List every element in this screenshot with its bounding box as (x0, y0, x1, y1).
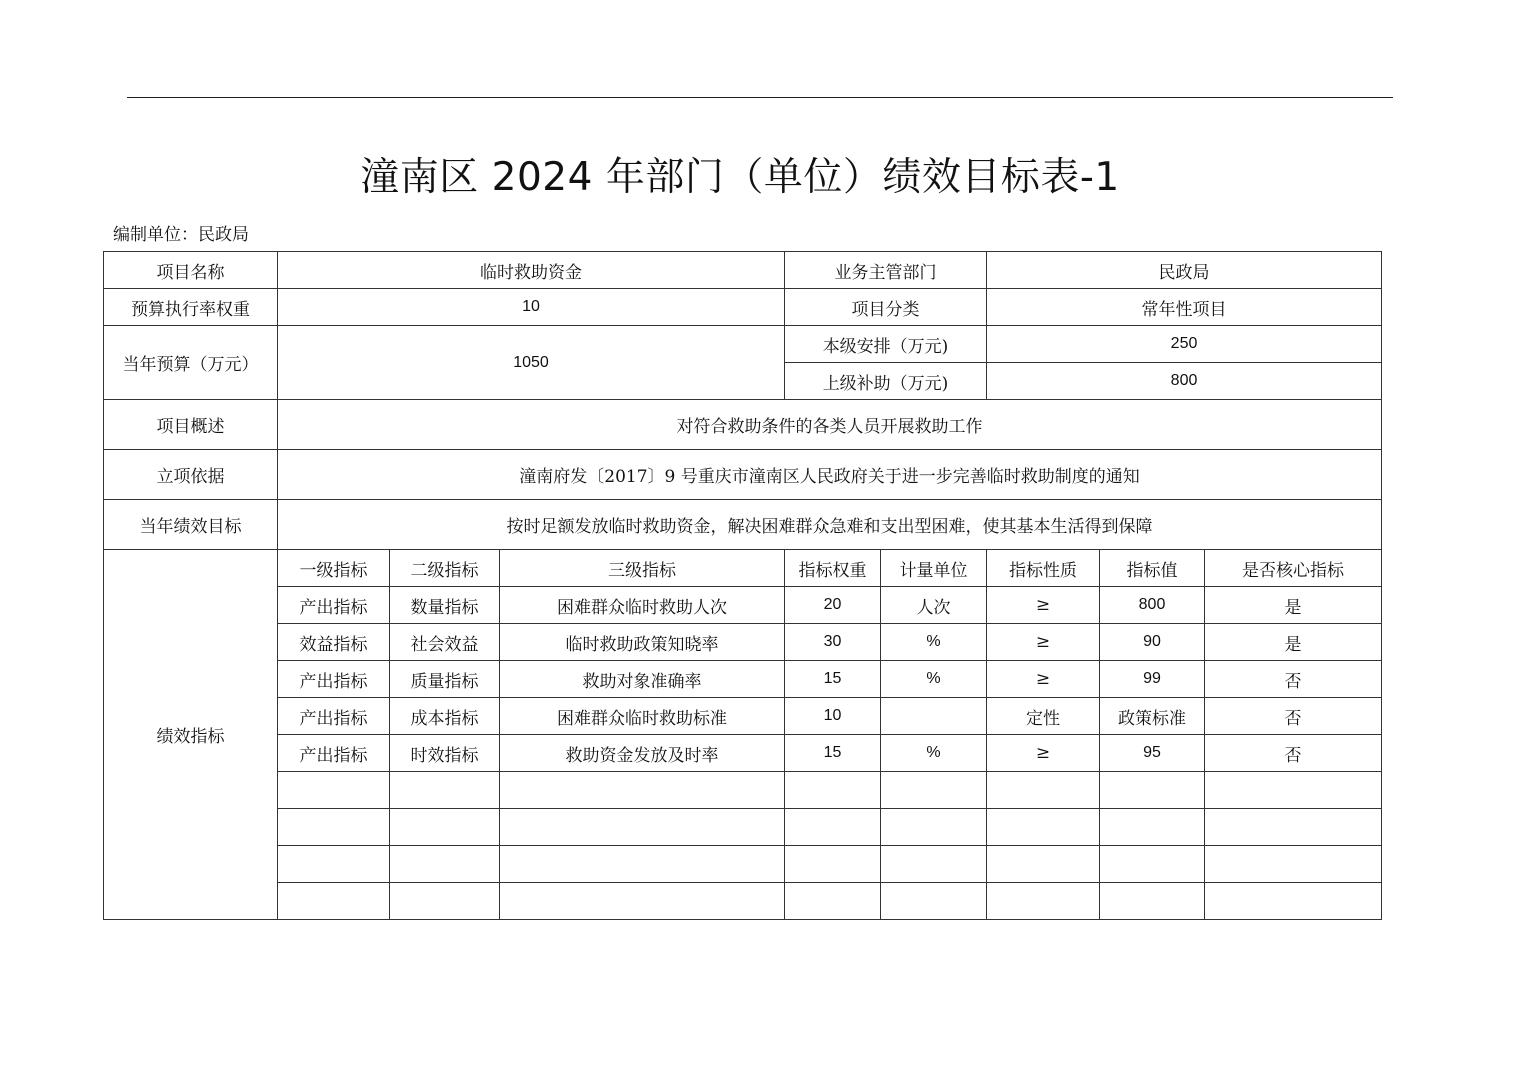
header-level2: 二级指标 (390, 550, 500, 587)
level3-cell: 临时救助政策知晓率 (500, 624, 785, 661)
empty-cell (390, 883, 500, 920)
empty-cell (1100, 846, 1205, 883)
empty-cell (881, 883, 987, 920)
empty-cell (278, 809, 390, 846)
empty-cell (1100, 772, 1205, 809)
level1-cell: 产出指标 (278, 698, 390, 735)
empty-cell (785, 883, 881, 920)
local-budget-label: 本级安排（万元) (785, 326, 987, 363)
level1-cell: 产出指标 (278, 661, 390, 698)
value-cell: 99 (1100, 661, 1205, 698)
rate-weight-value: 10 (278, 289, 785, 326)
empty-cell (1205, 809, 1382, 846)
unit-cell: % (881, 624, 987, 661)
category-value: 常年性项目 (987, 289, 1382, 326)
empty-cell (1100, 809, 1205, 846)
project-name: 临时救助资金 (278, 252, 785, 289)
weight-cell: 20 (785, 587, 881, 624)
weight-cell: 15 (785, 735, 881, 772)
empty-indicator-row (104, 809, 1382, 846)
empty-cell (785, 809, 881, 846)
core-cell: 否 (1205, 661, 1382, 698)
empty-cell (278, 772, 390, 809)
performance-target-table (103, 251, 1382, 920)
nature-cell: ≥ (987, 661, 1100, 698)
top-rule (127, 97, 1393, 98)
upper-budget-label: 上级补助（万元) (785, 363, 987, 400)
project-name-label: 项目名称 (104, 252, 278, 289)
header-value: 指标值 (1100, 550, 1205, 587)
empty-cell (500, 883, 785, 920)
weight-cell: 15 (785, 661, 881, 698)
level1-cell: 产出指标 (278, 735, 390, 772)
compiling-unit-value: 民政局 (198, 225, 249, 245)
empty-cell (390, 772, 500, 809)
header-unit: 计量单位 (881, 550, 987, 587)
empty-indicator-row (104, 883, 1382, 920)
row-project-name (104, 252, 1382, 289)
level2-cell: 时效指标 (390, 735, 500, 772)
page-title: 潼南区 2024 年部门（单位）绩效目标表-1 (360, 155, 1120, 200)
indicator-row (104, 587, 1382, 624)
level3-cell: 困难群众临时救助人次 (500, 587, 785, 624)
empty-cell (881, 772, 987, 809)
budget-value: 1050 (278, 326, 785, 400)
header-nature: 指标性质 (987, 550, 1100, 587)
indicator-row (104, 624, 1382, 661)
goal-value: 按时足额发放临时救助资金，解决困难群众急难和支出型困难，使其基本生活得到保障 (278, 500, 1382, 550)
row-budget (104, 326, 1382, 363)
level3-cell: 救助资金发放及时率 (500, 735, 785, 772)
empty-cell (1205, 846, 1382, 883)
value-cell: 政策标准 (1100, 698, 1205, 735)
compiling-unit (113, 220, 249, 245)
row-rate-weight (104, 289, 1382, 326)
indicator-row (104, 735, 1382, 772)
summary-label: 项目概述 (104, 400, 278, 450)
value-cell: 95 (1100, 735, 1205, 772)
nature-cell: ≥ (987, 624, 1100, 661)
empty-cell (785, 846, 881, 883)
unit-cell: % (881, 661, 987, 698)
unit-cell: % (881, 735, 987, 772)
empty-cell (500, 772, 785, 809)
level2-cell: 社会效益 (390, 624, 500, 661)
empty-cell (278, 883, 390, 920)
header-level3: 三级指标 (500, 550, 785, 587)
indicator-row (104, 698, 1382, 735)
level1-cell: 效益指标 (278, 624, 390, 661)
level2-cell: 质量指标 (390, 661, 500, 698)
compiling-unit-label: 编制单位： (113, 225, 198, 245)
row-goal (104, 500, 1382, 550)
empty-cell (500, 809, 785, 846)
level3-cell: 困难群众临时救助标准 (500, 698, 785, 735)
empty-cell (881, 846, 987, 883)
local-budget-value: 250 (987, 326, 1382, 363)
dept-label: 业务主管部门 (785, 252, 987, 289)
basis-value: 潼南府发〔2017〕9 号重庆市潼南区人民政府关于进一步完善临时救助制度的通知 (278, 450, 1382, 500)
empty-cell (785, 772, 881, 809)
indicators-section-label: 绩效指标 (104, 550, 278, 920)
dept-value: 民政局 (987, 252, 1382, 289)
nature-cell: ≥ (987, 735, 1100, 772)
budget-label: 当年预算（万元） (104, 326, 278, 400)
upper-budget-value: 800 (987, 363, 1382, 400)
core-cell: 否 (1205, 698, 1382, 735)
level2-cell: 数量指标 (390, 587, 500, 624)
empty-cell (987, 846, 1100, 883)
empty-cell (500, 846, 785, 883)
empty-cell (390, 809, 500, 846)
empty-cell (1205, 772, 1382, 809)
level1-cell: 产出指标 (278, 587, 390, 624)
level2-cell: 成本指标 (390, 698, 500, 735)
value-cell: 90 (1100, 624, 1205, 661)
goal-label: 当年绩效目标 (104, 500, 278, 550)
empty-cell (987, 772, 1100, 809)
core-cell: 是 (1205, 587, 1382, 624)
nature-cell: ≥ (987, 587, 1100, 624)
unit-cell (881, 698, 987, 735)
core-cell: 是 (1205, 624, 1382, 661)
empty-cell (1205, 883, 1382, 920)
summary-value: 对符合救助条件的各类人员开展救助工作 (278, 400, 1382, 450)
header-level1: 一级指标 (278, 550, 390, 587)
empty-cell (987, 883, 1100, 920)
indicator-header-row (104, 550, 1382, 587)
category-label: 项目分类 (785, 289, 987, 326)
empty-cell (390, 846, 500, 883)
weight-cell: 30 (785, 624, 881, 661)
core-cell: 否 (1205, 735, 1382, 772)
level3-cell: 救助对象准确率 (500, 661, 785, 698)
empty-indicator-row (104, 846, 1382, 883)
empty-cell (1100, 883, 1205, 920)
empty-cell (987, 809, 1100, 846)
value-cell: 800 (1100, 587, 1205, 624)
weight-cell: 10 (785, 698, 881, 735)
header-core: 是否核心指标 (1205, 550, 1382, 587)
empty-indicator-row (104, 772, 1382, 809)
row-basis (104, 450, 1382, 500)
empty-cell (881, 809, 987, 846)
unit-cell: 人次 (881, 587, 987, 624)
header-weight: 指标权重 (785, 550, 881, 587)
rate-weight-label: 预算执行率权重 (104, 289, 278, 326)
basis-label: 立项依据 (104, 450, 278, 500)
empty-cell (278, 846, 390, 883)
row-summary (104, 400, 1382, 450)
indicator-row (104, 661, 1382, 698)
nature-cell: 定性 (987, 698, 1100, 735)
